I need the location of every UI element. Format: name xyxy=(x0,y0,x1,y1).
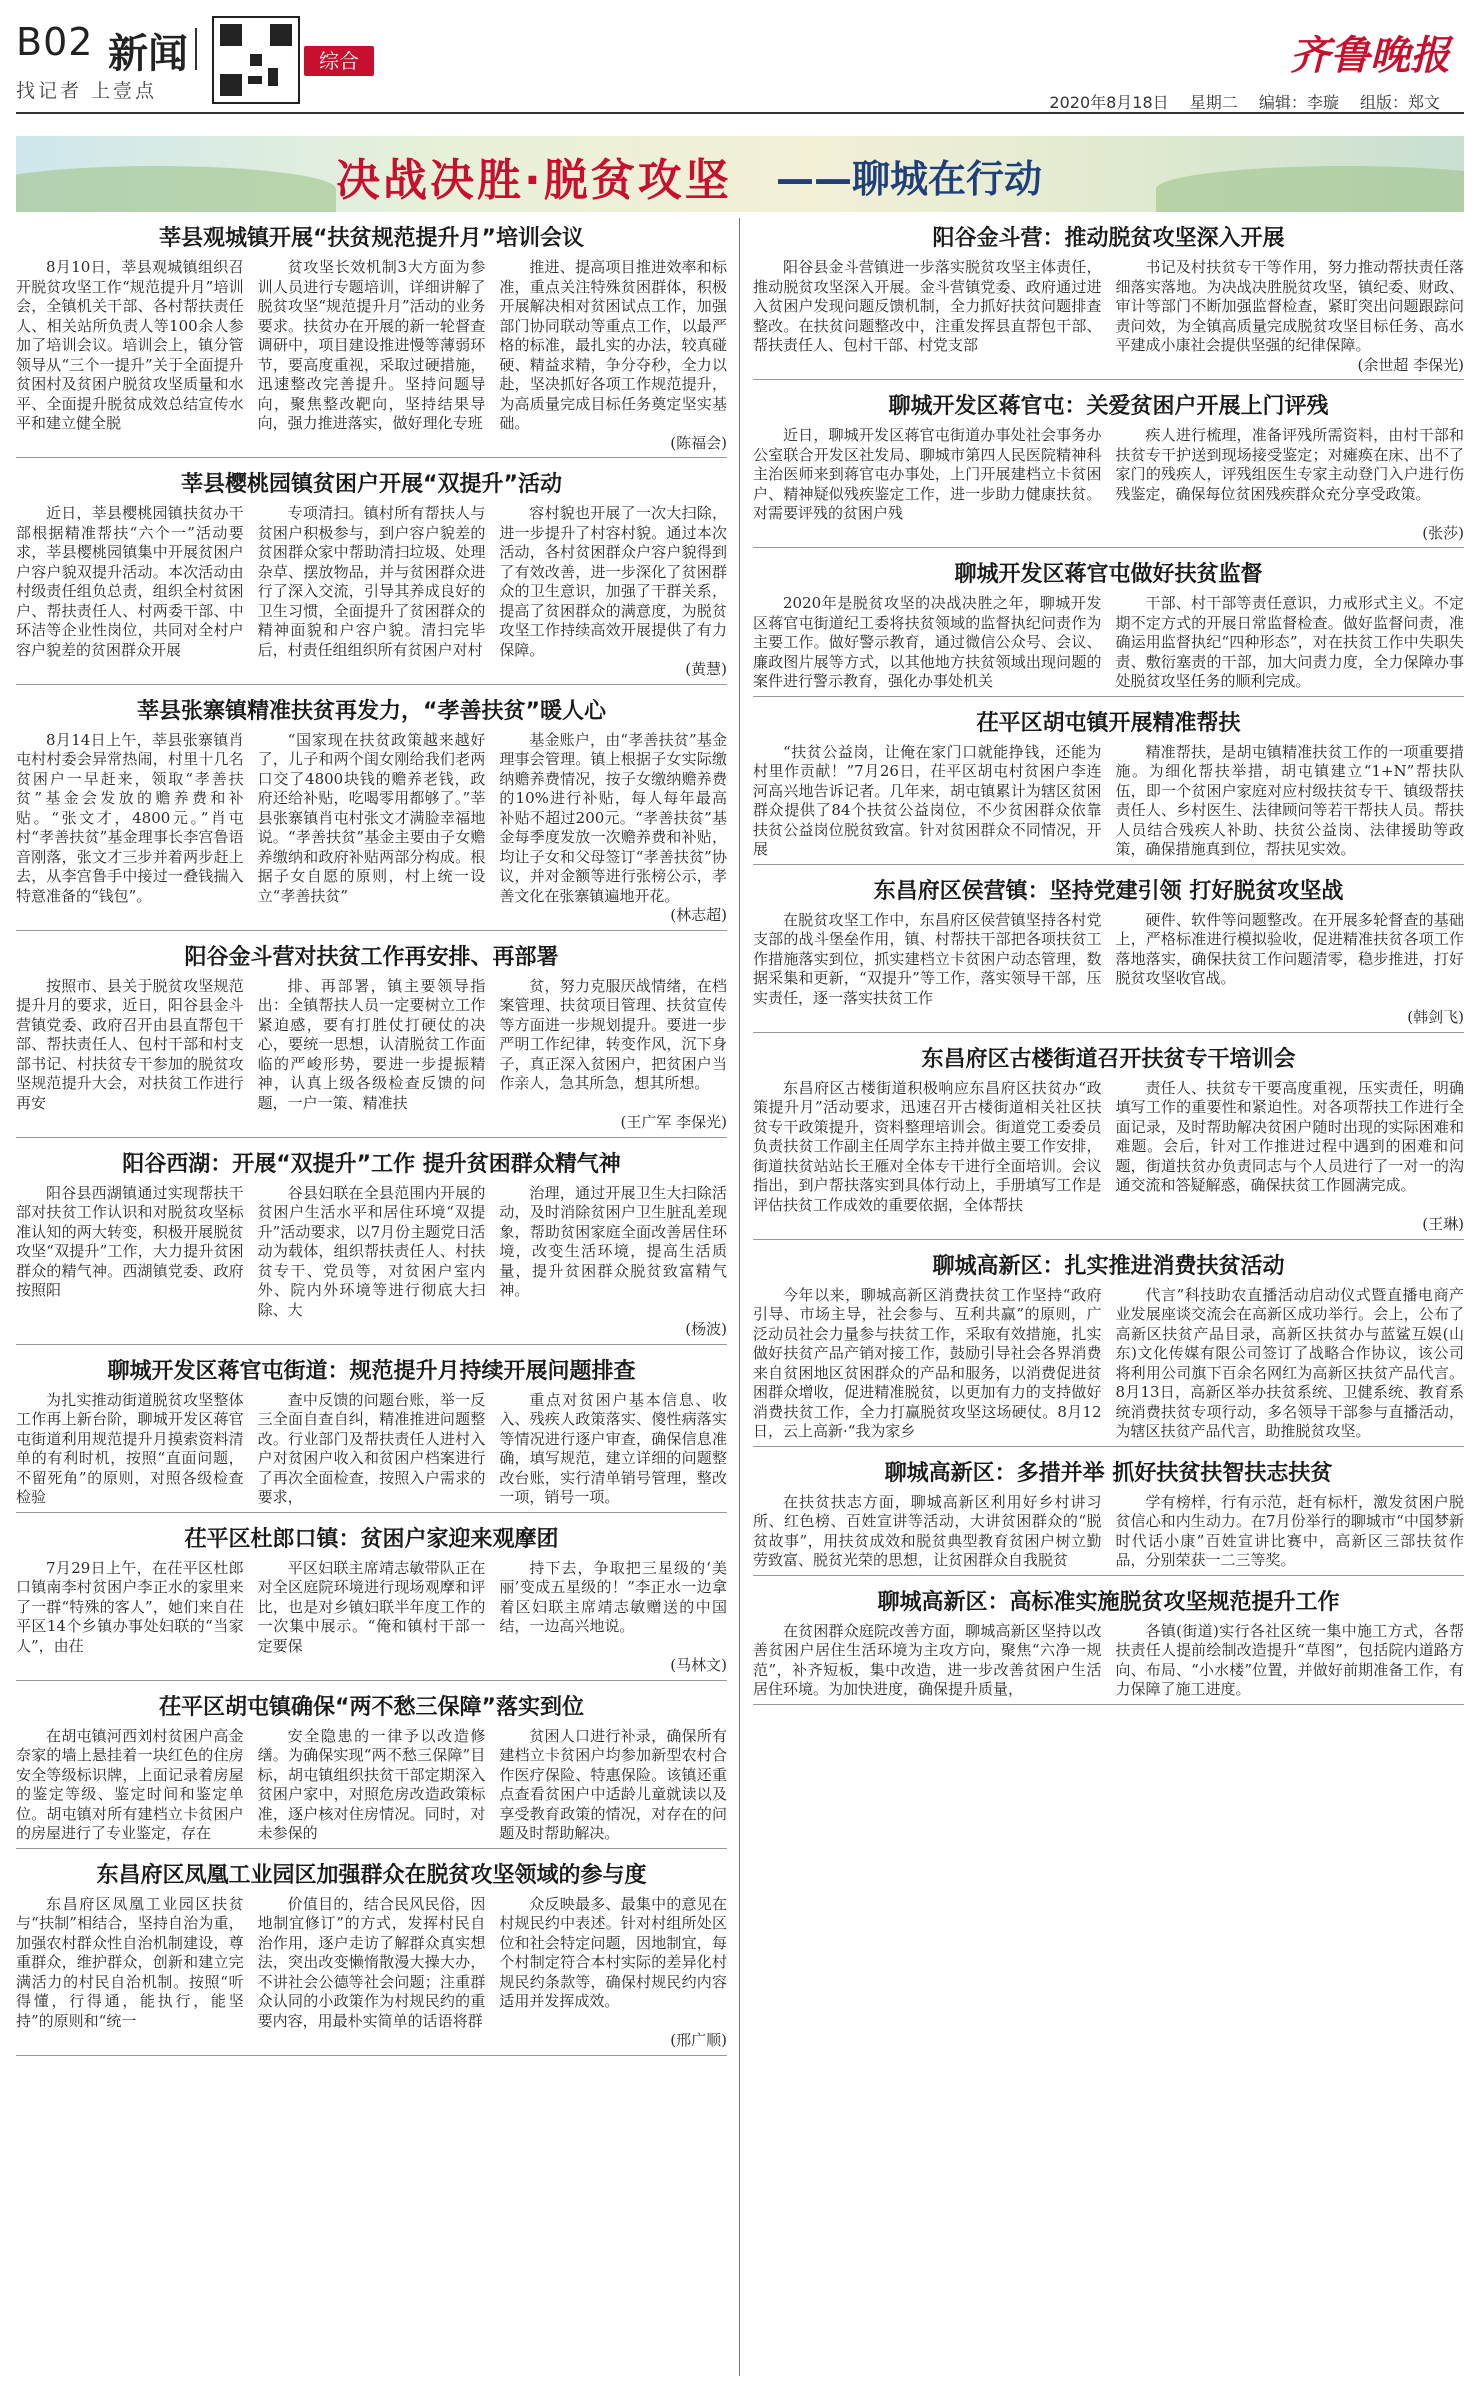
article xyxy=(16,1855,727,2056)
article-separator xyxy=(753,696,1464,697)
article-paragraph: 推进、提高项目推进效率和标准，重点关注特殊贫困群体，积极开展解决相对贫困试点工作，加强部门协同联动等重点工作，以最严格的标准，最扎实的办法，较真碰硬、精益求精，争分夺秒，全力以赴，坚决抓好各项工作规范提升，为高质量完成目标任务奠定坚实基础。 xyxy=(499,258,727,432)
article xyxy=(753,386,1464,548)
article-paragraph: 容村貌也开展了一次大扫除，进一步提升了村容村貌。通过本次活动，各村贫困群众户容户貌得到了有效改善，进一步深化了贫困群众的卫生意识，加强了干群关系，提高了贫困群众的满意度，为脱贫攻坚工作持续高效开展提供了有力保障。 xyxy=(499,504,727,659)
article-paragraph: 为扎实推动街道脱贫攻坚整体工作再上新台阶，聊城开发区蒋官屯街道利用规范提升月摸索资料清单的有利时机，按照“直面问题，不留死角”的原则，对照各级检查检验 xyxy=(16,1390,244,1506)
article-separator xyxy=(16,930,727,931)
article-paragraph: 精准帮扶，是胡屯镇精准扶贫工作的一项重要措施。为细化帮扶举措，胡屯镇建立“1+N”帮扶队伍，即一个贫困户家庭对应村级扶贫专干、镇级帮扶责任人、乡村医生、法律顾问等若干帮扶人员。帮扶人员结合残疾人补助、扶贫公益岗、法律援助等政策，确保措施真到位，帮扶见实效。 xyxy=(1115,742,1464,858)
banner-decoration xyxy=(1156,166,1464,212)
article-title[interactable]: 聊城开发区蒋官屯街道：规范提升月持续开展问题排查 xyxy=(107,1358,636,1384)
article-separator xyxy=(16,1512,727,1513)
article-paragraph: 东昌府区古楼街道积极响应东昌府区扶贫办“政策提升月”活动要求，迅速召开古楼街道相关社区扶贫专干政策提升，资料整理培训会。街道党工委委员负责扶贫工作副主任周学东主持并做主要工作安排，街道扶贫站站长王雁对全体专干进行全面培训。会议指出，到户帮扶落实到具体行动上，手册填写工作是评估扶贫工作成效的重要依据，全体帮扶 xyxy=(753,1078,1102,1214)
article-separator xyxy=(16,1137,727,1138)
right-column xyxy=(753,218,1464,1711)
article-title[interactable]: 阳谷西湖：开展“双提升”工作 提升贫困群众精气神 xyxy=(122,1151,621,1177)
page-header xyxy=(0,0,1480,140)
issue-meta xyxy=(1033,90,1440,113)
article-paragraph: 阳谷县金斗营镇进一步落实脱贫攻坚主体责任，推动脱贫攻坚深入开展。金斗营镇党委、政府通过进入贫困户发现问题反馈机制，全力抓好扶贫问题排查整改。在扶贫问题整改中，注重发挥县直帮包干部、帮扶责任人、包村干部、村党支部 xyxy=(753,258,1102,354)
article-title[interactable]: 茌平区胡屯镇开展精准帮扶 xyxy=(976,710,1241,736)
article-title[interactable]: 茌平区杜郎口镇：贫困户家迎来观摩团 xyxy=(184,1526,559,1552)
article-separator xyxy=(753,1032,1464,1033)
article-paragraph: 安全隐患的一律予以改造修缮。为确保实现“两不愁三保障”目标，胡屯镇组织扶贫干部定期深入贫困户家中，对照危房改造政策标准，逐户核对住房情况。同时，对未参保的 xyxy=(257,1726,486,1842)
article-paragraph: 平区妇联主席靖志敏带队正在对全区庭院环境进行现场观摩和评比，也是对乡镇妇联半年度工作的一次集中展示。“俺和镇村干部一定要保 xyxy=(257,1558,486,1655)
article xyxy=(16,937,727,1138)
article-paragraph: 谷县妇联在全县范围内开展的贫困户生活水平和居住环境“双提升”活动要求，以7月份主题党日活动为载体，组织帮扶责任人、村扶贫专干、党员等，对贫困户室内外、院内外环境等进行彻底大扫除、大 xyxy=(257,1183,486,1319)
article-byline: (邢广顺) xyxy=(670,2031,727,2049)
section-name: 新闻 xyxy=(108,31,188,77)
article-byline: (陈福会) xyxy=(670,433,727,452)
article-paragraph: 众反映最多、最集中的意见在村规民约中表述。针对村组所处区位和社会特定问题，因地制宜，每个村制定符合本村实际的差异化村规民约条款等，确保村规民约内容适用并发挥成效。 xyxy=(499,1894,727,2010)
article-paragraph: 2020年是脱贫攻坚的决战决胜之年，聊城开发区蒋官屯街道纪工委将扶贫领域的监督执纪问责作为主要工作。做好警示教育，通过微信公众号、会议、廉政图片展等方式，以其他地方扶贫领域出现问题的案件进行警示教育，强化办事处机关 xyxy=(753,594,1102,690)
article-body xyxy=(753,743,1464,860)
article-separator xyxy=(16,457,727,458)
article-paragraph: 在扶贫扶志方面，聊城高新区利用好乡村讲习所、红色榜、百姓宣讲等活动，大讲贫困群众的“脱贫故事”，用扶贫成效和脱贫典型教育贫困户树立勤劳致富、脱贫光荣的思想，让贫困群众自我脱贫 xyxy=(753,1492,1102,1569)
article xyxy=(753,554,1464,697)
article-body xyxy=(16,1559,727,1657)
article-title[interactable]: 聊城高新区：多措并举 抓好扶贫扶智扶志扶贫 xyxy=(884,1460,1333,1486)
article-body xyxy=(753,911,1464,1009)
qr-code-icon[interactable] xyxy=(212,16,300,104)
article-body xyxy=(16,1184,727,1321)
article-paragraph: 阳谷县西湖镇通过实现帮扶干部对扶贫工作认识和对脱贫攻坚标准认知的两大转变，积极开展脱贫攻坚“双提升”工作，大力提升贫困群众的精气神。西湖镇党委、政府按照阳 xyxy=(16,1183,244,1299)
issue-date: 2020年8月18日 xyxy=(1049,93,1169,112)
article-paragraph: 责任人、扶贫专干要高度重视，压实责任，明确填写工作的重要性和紧迫性。对各项帮扶工作进行全面记录，及时帮助解决贫困户随时出现的实际困难和难题。会后，针对工作推进过程中遇到的困难和问题，街道扶贫办负责同志与个人员进行了一对一的沟通交流和答疑解惑，确保扶贫工作圆满完成。 xyxy=(1115,1078,1464,1194)
article-paragraph: 代言”科技助农直播活动启动仪式暨直播电商产业发展座谈交流会在高新区成功举行。会上，公布了高新区扶贫产品目录，高新区扶贫办与蓝鲨互娱(山东)文化传媒有限公司签订了战略合作协议，该公司将利用公司旗下百余名网红为高新区扶贫产品代言。8月13日，高新区举办扶贫系统、卫健系统、教育系统消费扶贫专项行动，多名领导干部参与直播活动，为辖区扶贫产品代言，助推脱贫攻坚。 xyxy=(1115,1285,1464,1440)
topic-banner xyxy=(16,136,1464,212)
article-separator xyxy=(16,1848,727,1849)
article-title[interactable]: 莘县观城镇开展“扶贫规范提升月”培训会议 xyxy=(159,226,584,251)
article xyxy=(16,464,727,685)
article-paragraph: 学有榜样，行有示范，赶有标杆，激发贫困户脱贫信心和内生动力。在7月份举行的聊城市“中国梦新时代话小康”百姓宣讲比赛中，高新区三部扶贫作品，分别荣获一二三等奖。 xyxy=(1115,1492,1464,1569)
article-title[interactable]: 聊城高新区：扎实推进消费扶贫活动 xyxy=(932,1253,1285,1279)
article-separator xyxy=(16,1680,727,1681)
article-body xyxy=(16,1895,727,2032)
article-byline: (马林文) xyxy=(670,1656,727,1674)
article xyxy=(16,1519,727,1681)
article-paragraph: 基金账户，由“孝善扶贫”基金理事会管理。镇上根据子女实际缴纳赡养费情况，按子女缴纳赡养费的10%进行补贴，每人每年最高补贴不超过200元。“孝善扶贫”基金每季度发放一次赡养费和补贴，均让子女和父母签订“孝善扶贫”协议，并对金额等进行张榜公示，孝善文化在张寨镇遍地开花。 xyxy=(499,730,727,905)
article-separator xyxy=(753,379,1464,380)
article-paragraph: 在脱贫攻坚工作中，东昌府区侯营镇坚持各村党支部的战斗堡垒作用，镇、村帮扶干部把各项扶贫工作措施落实到位，抓实建档立卡贫困户动态管理，数据采集和更新，“双提升”等工作，落实领导干部，压实责任，逐一落实扶贫工作 xyxy=(753,910,1102,1007)
article-title[interactable]: 阳谷金斗营：推动脱贫攻坚深入开展 xyxy=(932,226,1285,251)
article xyxy=(753,871,1464,1033)
article-paragraph: “国家现在扶贫政策越来越好了，儿子和两个闺女刚给我们老两口交了4800块钱的赡养老钱，政府还给补贴，吃喝零用都够了。”莘县张寨镇肖屯村张文才满脸幸福地说。“孝善扶贫”基金主要由子女赡养缴纳和政府补贴两部分构成。根据子女自愿的原则，村上统一设立“孝善扶贫” xyxy=(257,730,486,905)
article-separator xyxy=(753,1704,1464,1705)
article-paragraph: 干部、村干部等责任意识，力戒形式主义。不定期不定方式的开展日常监督检查。做好监督问责，准确运用监督执纪“四种形态”，对在扶贫工作中失职失责、敷衍塞责的干部，加大问责力度，全力保障办事处脱贫攻坚任务的顺利完成。 xyxy=(1115,594,1464,690)
article-title[interactable]: 茌平区胡屯镇确保“两不愁三保障”落实到位 xyxy=(159,1694,584,1720)
article-separator xyxy=(16,2055,727,2056)
article-paragraph: 重点对贫困户基本信息、收入、残疾人政策落实、傻性病落实等情况进行逐户审查，确保信息准确，填写规范，建立详细的问题整改台账，实行清单销号管理，整改一项，销号一项。 xyxy=(499,1390,727,1506)
article-title[interactable]: 莘县樱桃园镇贫困户开展“双提升”活动 xyxy=(181,472,562,497)
article-body xyxy=(16,504,727,660)
article xyxy=(753,1246,1464,1447)
article-body xyxy=(753,258,1464,356)
article-byline: (黄慧) xyxy=(685,660,727,678)
article xyxy=(753,703,1464,865)
article-paragraph: 各镇(街道)实行各社区统一集中施工方式，各帮扶责任人提前绘制改造提升“草图”，包括院内道路方向、布局、“小水楼”位置，并做好前期准备工作，有力保障了施工进度。 xyxy=(1115,1621,1464,1698)
banner-decoration xyxy=(16,166,336,212)
article-byline: (林志超) xyxy=(670,906,727,924)
article-paragraph: 排、再部署，镇主要领导指出：全镇帮扶人员一定要树立工作紧迫感，要有打胜仗打硬仗的决心，要统一思想，认清脱贫工作面临的严峻形势，要进一步提振精神，认真上级各级检查反馈的问题，一户一策、精准扶 xyxy=(257,976,486,1112)
article-body xyxy=(753,426,1464,524)
article-byline: (余世超 李保光) xyxy=(1357,355,1464,374)
article-title[interactable]: 东昌府区侯营镇：坚持党建引领 打好脱贫攻坚战 xyxy=(873,878,1344,904)
article-title[interactable]: 聊城开发区蒋官屯：关爱贫困户开展上门评残 xyxy=(888,394,1329,419)
article-body xyxy=(16,977,727,1114)
article-body xyxy=(753,1493,1464,1571)
slogan: 找记者 上壹点 xyxy=(16,80,158,102)
article-body xyxy=(16,1727,727,1844)
article-paragraph: 查中反馈的问题台账，举一反三全面自查自纠，精准推进问题整改。行业部门及帮扶责任人进村入户对贫困户收入和贫困户档案进行了再次全面检查，按照入户需求的要求， xyxy=(257,1390,486,1506)
brand-logo: 齐鲁晚报 xyxy=(1290,32,1450,79)
article-body xyxy=(16,731,727,907)
article-separator xyxy=(753,1575,1464,1576)
article-paragraph: 专项清扫。镇村所有帮扶人与贫困户积极参与，到户容户貌差的贫困群众家中帮助清扫垃圾、处理杂草、摆放物品，并与贫困群众进行了深入交流，引导其养成良好的卫生习惯，全面提升了贫困群众的精神面貌和户容户貌。清扫完毕后，村责任组组织所有贫困户对村 xyxy=(257,504,486,659)
article-title[interactable]: 阳谷金斗营对扶贫工作再安排、再部署 xyxy=(184,944,559,970)
article-paragraph: 东昌府区凤凰工业园区扶贫与“扶制”相结合，坚持自治为重，加强农村群众性自治机制建设，尊重群众，维护群众，创新和建立完满活力的村民自治机制。按照“听得懂，行得通，能执行，能坚持”的原则和“统一 xyxy=(16,1894,244,2030)
article-paragraph: 持下去，争取把三星级的‘美丽’变成五星级的！”李正水一边拿着区妇联主席靖志敏赠送的中国结，一边高兴地说。 xyxy=(499,1558,727,1635)
article-body xyxy=(753,1286,1464,1442)
banner-title: 决战决胜·脱贫攻坚 xyxy=(336,155,732,206)
article xyxy=(16,691,727,931)
article-body xyxy=(753,1079,1464,1216)
article-byline: (杨波) xyxy=(685,1320,727,1338)
article-title[interactable]: 东昌府区古楼街道召开扶贫专干培训会 xyxy=(921,1046,1296,1072)
article-paragraph: 按照市、县关于脱贫攻坚规范提升月的要求，近日，阳谷县金斗营镇党委、政府召开由县直帮包干部、帮扶责任人、包村干部和村支部书记、村扶贫专干参加的脱贫攻坚规范提升大会，对扶贫工作进行再安 xyxy=(16,976,244,1112)
article xyxy=(16,1144,727,1345)
section-tag: 综合 xyxy=(304,46,374,76)
article-paragraph: 在贫困群众庭院改善方面，聊城高新区坚持以改善贫困户居住生活环境为主攻方向，聚焦“六净一规范”，补齐短板，集中改造，进一步改善贫困户生活居住环境。为加快进度，确保提升质量， xyxy=(753,1621,1102,1698)
article-title[interactable]: 聊城开发区蒋官屯做好扶贫监督 xyxy=(954,562,1263,587)
article-paragraph: 治理，通过开展卫生大扫除活动，及时消除贫困户卫生脏乱差现象，帮助贫困家庭全面改善居住环境，改变生活环境，提高生活质量，提升贫困群众脱贫致富精气神。 xyxy=(499,1183,727,1299)
article-byline: (韩剑飞) xyxy=(1407,1008,1464,1026)
article-paragraph: 近日，聊城开发区蒋官屯街道办事处社会事务办公室联合开发区社发局、聊城市第四人民医院精神科主治医师来到蒋官屯办事处，上门开展建档立卡贫困户、精神疑似残疾鉴定工作，进一步助力健康扶贫。对需要评残的贫困户残 xyxy=(753,426,1102,522)
article-paragraph: 疾人进行梳理，准备评残所需资料，由村干部和扶贫专干护送到现场接受鉴定；对瘫痪在床、出不了家门的残疾人，评残组医生专家主动登门入户进行伤残鉴定，确保每位贫困残疾群众充分享受政策。 xyxy=(1115,426,1464,503)
article-paragraph: 7月29日上午，在茌平区杜郎口镇南李村贫困户李正水的家里来了一群“特殊的客人”，她们来自茌平区14个乡镇办事处妇联的“当家人”，由茌 xyxy=(16,1558,244,1655)
article-body xyxy=(16,258,727,434)
article-byline: (王琳) xyxy=(1422,1215,1464,1233)
article-separator xyxy=(16,1344,727,1345)
article xyxy=(16,218,727,458)
article xyxy=(16,1687,727,1849)
issue-weekday: 星期二 xyxy=(1189,93,1238,112)
article-body xyxy=(16,1391,727,1508)
article-byline: (张莎) xyxy=(1422,523,1464,542)
left-column xyxy=(16,218,727,2062)
article-title[interactable]: 聊城高新区：高标准实施脱贫攻坚规范提升工作 xyxy=(877,1589,1340,1615)
article-paragraph: 8月14日上午，莘县张寨镇肖屯村村委会异常热闹，村里十几名贫困户一早赶来，领取“孝善扶贫”基金会发放的赡养费和补贴。“张文才，4800元。”肖屯村“孝善扶贫”基金理事长李宫鲁语音刚落，张文才三步并着两步赶上去，从李宫鲁手中接过一叠钱揣入特意准备的“钱包”。 xyxy=(16,730,244,905)
article-paragraph: 书记及村扶贫专干等作用，努力推动帮扶责任落细落实落地。为决战决胜脱贫攻坚，镇纪委、财政、审计等部门不断加强监督检查，紧盯突出问题跟踪问责问效，为全镇高质量完成脱贫攻坚目标任务、高水平建成小康社会提供坚强的纪律保障。 xyxy=(1115,258,1464,354)
article xyxy=(753,218,1464,380)
header-divider xyxy=(195,28,197,70)
designer: 组版：郑文 xyxy=(1359,93,1440,112)
article-title[interactable]: 东昌府区凤凰工业园区加强群众在脱贫攻坚领域的参与度 xyxy=(96,1862,647,1888)
article-byline: (王广军 李保光) xyxy=(620,1113,727,1131)
article-separator xyxy=(753,1239,1464,1240)
article xyxy=(753,1039,1464,1240)
article-paragraph: 近日，莘县樱桃园镇扶贫办干部根据精准帮扶“六个一”活动要求，莘县樱桃园镇集中开展贫困户户容户貌双提升活动。本次活动由村级责任组负总责，组织全村贫困户、帮扶责任人、村两委干部、中环洁等企业性岗位，共同对全村户容户貌差的贫困群众开展 xyxy=(16,504,244,659)
banner-subtitle: ——聊城在行动 xyxy=(776,157,1043,201)
article xyxy=(753,1453,1464,1576)
header-rule xyxy=(16,112,1464,114)
article-separator xyxy=(753,864,1464,865)
article-separator xyxy=(16,684,727,685)
article-paragraph: 贫困人口进行补录，确保所有建档立卡贫困户均参加新型农村合作医疗保险、特惠保险。该镇还重点查看贫困户中适龄儿童就读以及享受教育政策的情况，对存在的问题及时帮助解决。 xyxy=(499,1726,727,1842)
article-paragraph: 价值目的，结合民风民俗，因地制宜修订”的方式，发挥村民自治作用，逐户走访了解群众真实想法，突出改变懒惰散漫大操大办，不讲社会公德等社会问题；注重群众认同的小政策作为村规民约的重要内容，用最朴实简单的话语将群 xyxy=(257,1894,486,2030)
section-number: B02 xyxy=(16,20,94,64)
article-body xyxy=(753,594,1464,692)
article-title[interactable]: 莘县张寨镇精准扶贫再发力，“孝善扶贫”暖人心 xyxy=(137,698,606,724)
article-paragraph: 贫攻坚长效机制3大方面为参训人员进行专题培训，详细讲解了脱贫攻坚“规范提升月”活动的业务要求。扶贫办在开展的新一轮督查调研中，项目建设推进慢等薄弱环节，要高度重视，采取过硬措施，迅速整改完善提升。坚持问题导向，聚焦整改靶向，坚持结果导向，强力推进落实，做好理化专班 xyxy=(257,258,486,432)
column-divider xyxy=(739,218,740,2376)
article-separator xyxy=(753,547,1464,548)
article-paragraph: 8月10日，莘县观城镇组织召开脱贫攻坚工作“规范提升月”培训会，全镇机关干部、各村帮扶责任人、相关站所负责人等100余人参加了培训会议。培训会上，镇分管领导从“三个一提升”关于全面提升贫困村及贫困户脱贫攻坚质量和水平、全面提升脱贫成效总结宣传水平和建立健全脱 xyxy=(16,258,244,432)
article xyxy=(16,1351,727,1513)
article-paragraph: 贫，努力克服厌战情绪，在档案管理、扶贫项目管理、扶贫宣传等方面进一步规划提升。要进一步严明工作纪律，转变作风，沉下身子，真正深入贫困户，把贫困户当作亲人，急其所急，想其所想。 xyxy=(499,976,727,1092)
article-paragraph: “扶贫公益岗，让俺在家门口就能挣钱，还能为村里作贡献！”7月26日，茌平区胡屯村贫困户李连河高兴地告诉记者。几年来，胡屯镇累计为辖区贫困群众提供了84个扶贫公益岗位，不少贫困群众依靠扶贫公益岗位脱贫致富。针对贫困群众不同情况，开展 xyxy=(753,742,1102,858)
article-separator xyxy=(753,1446,1464,1447)
article xyxy=(753,1582,1464,1705)
article-paragraph: 在胡屯镇河西刘村贫困户高金奈家的墙上悬挂着一块红色的住房安全等级标识牌，上面记录着房屋的鉴定等级、鉴定时间和鉴定单位。胡屯镇对所有建档立卡贫困户的房屋进行了专业鉴定，存在 xyxy=(16,1726,244,1842)
article-paragraph: 今年以来，聊城高新区消费扶贫工作坚持“政府引导、市场主导，社会参与、互利共赢”的原则，广泛动员社会力量参与扶贫工作，采取有效措施，扎实做好扶贫产品产销对接工作，鼓励引导社会各界消费来自贫困地区贫困群众的产品和服务，以消费促进贫困群众增收，促进精准脱贫，以更加有力的支持做好消费扶贫工作，全力打赢脱贫攻坚这场硬仗。8月12日，云上高新·“我为家乡 xyxy=(753,1285,1102,1440)
article-paragraph: 硬件、软件等问题整改。在开展多轮督查的基础上，严格标准进行模拟验收，促进精准扶贫各项工作落地落实，确保扶贫工作问题清零，稳步推进，打好脱贫攻坚收官战。 xyxy=(1115,910,1464,987)
editor: 编辑：李璇 xyxy=(1258,93,1339,112)
article-body xyxy=(753,1622,1464,1700)
